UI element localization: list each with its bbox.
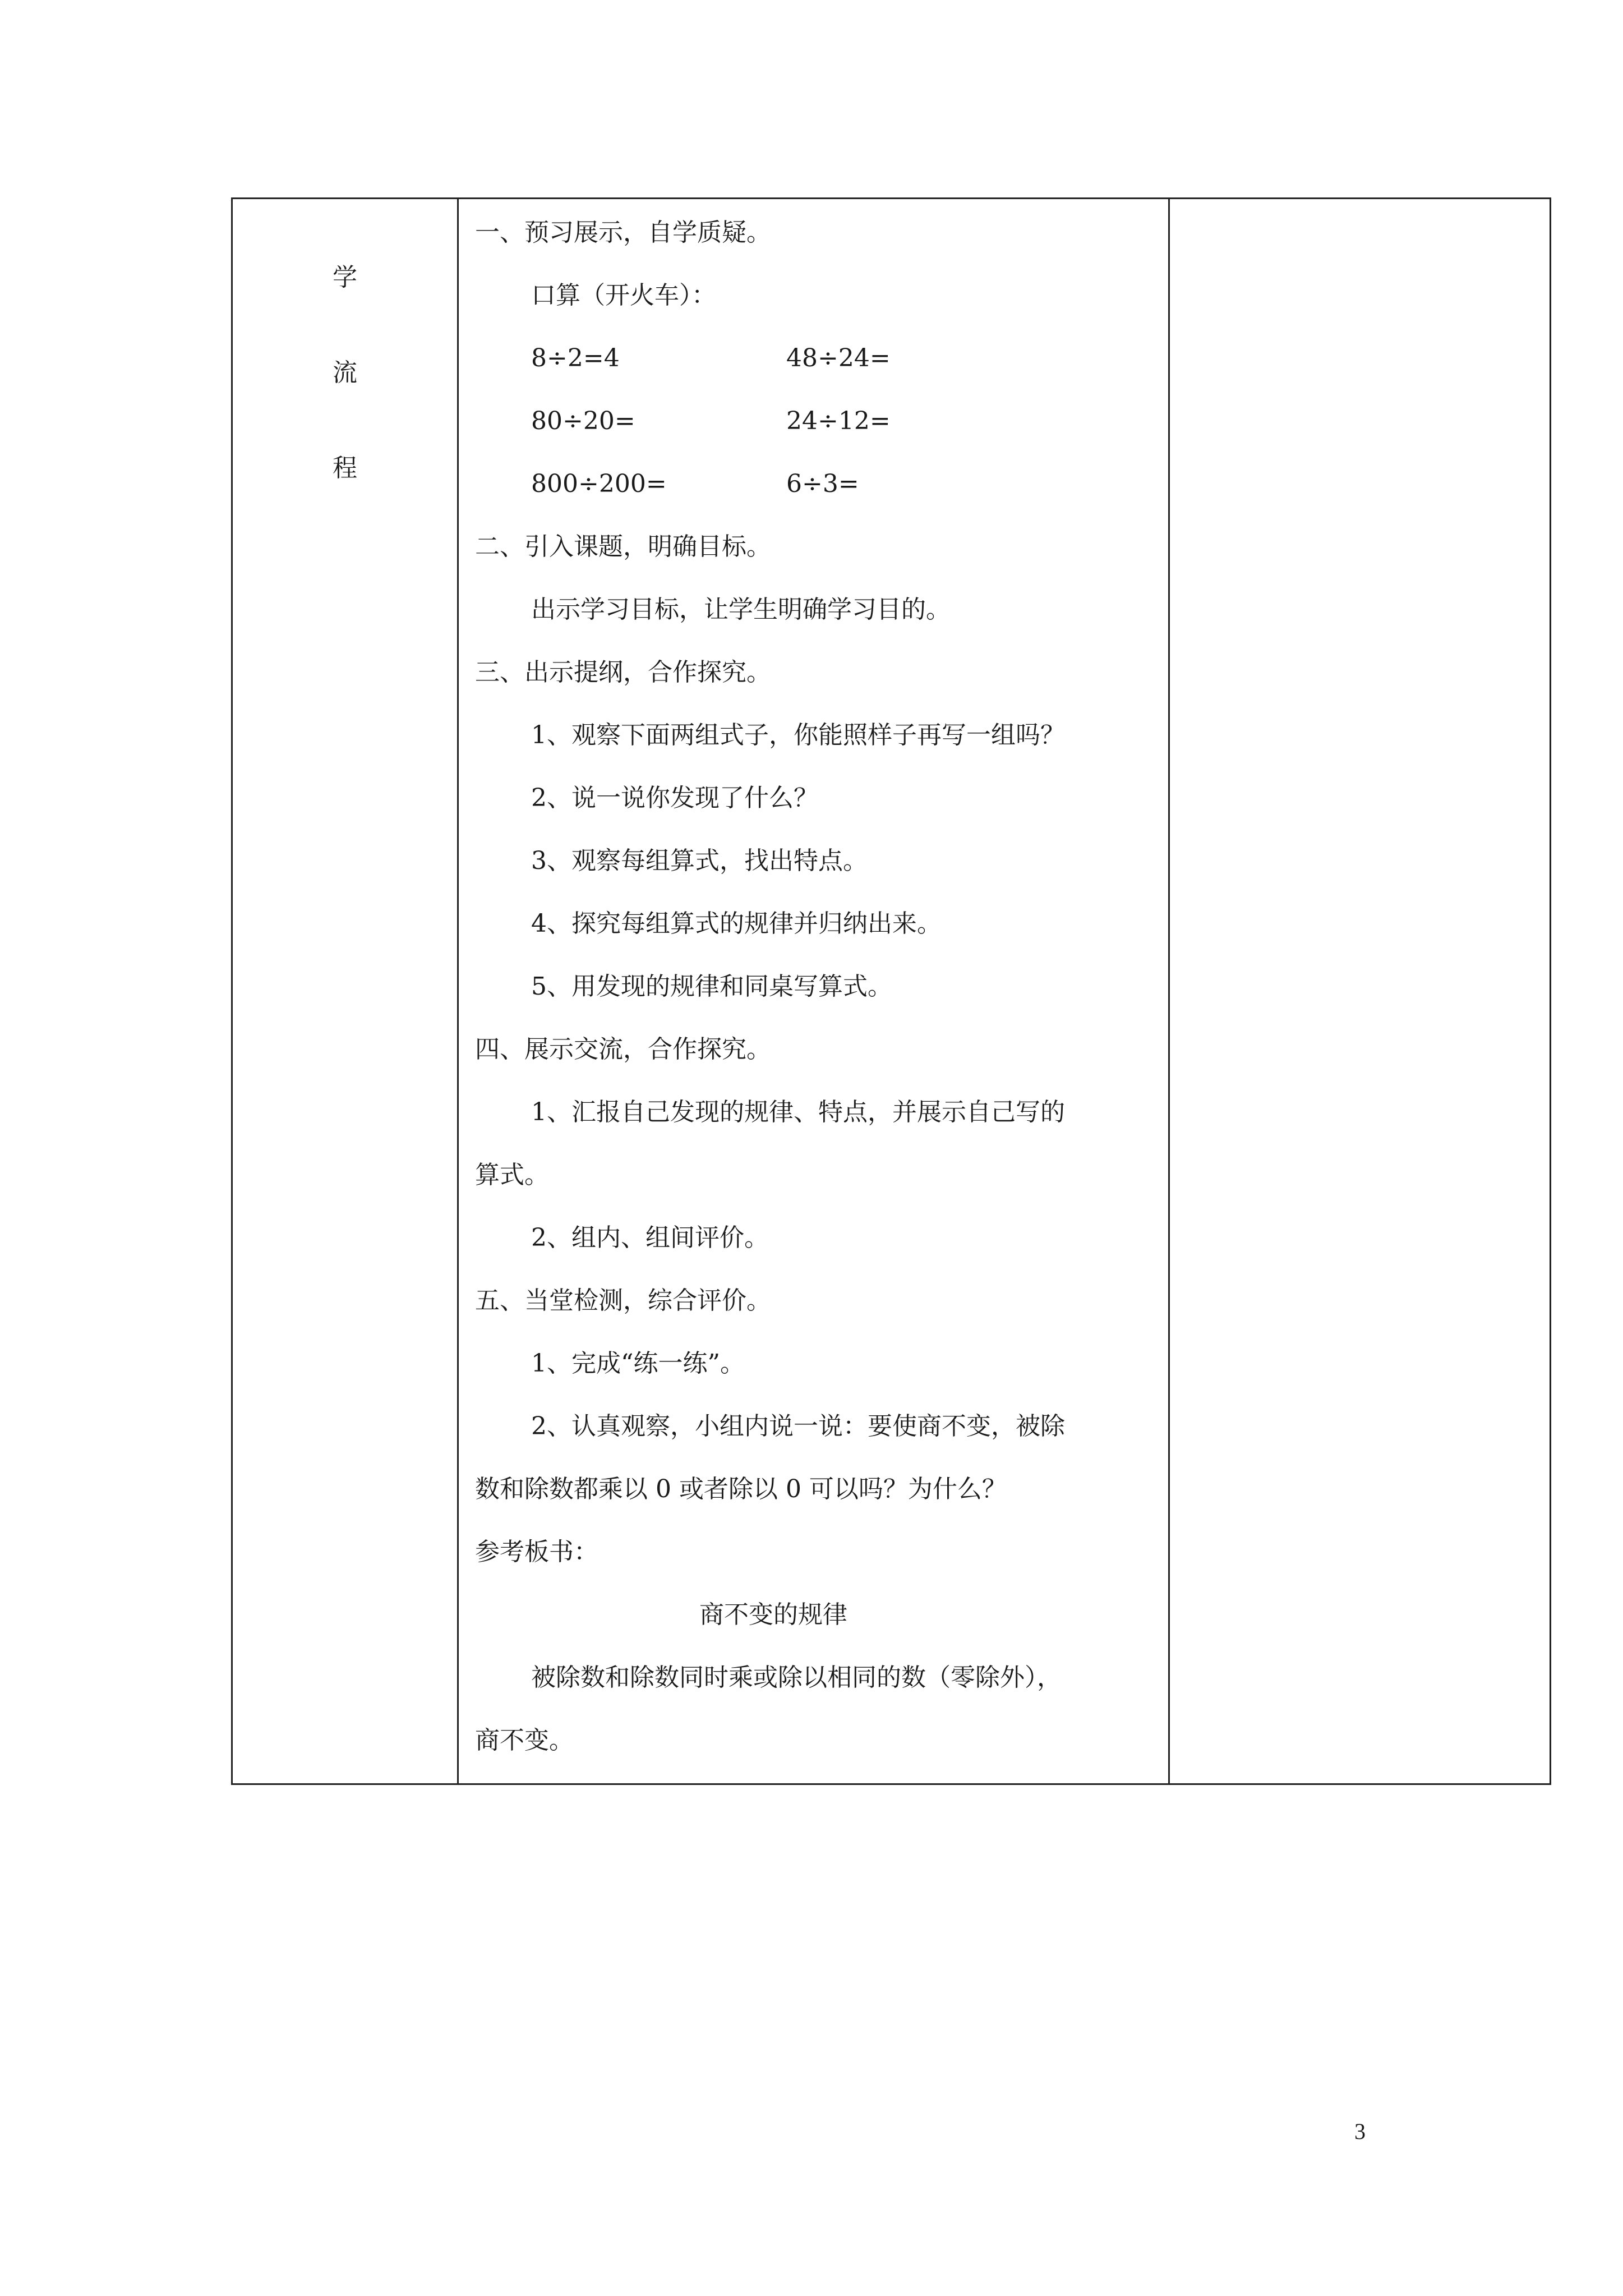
calc-item: 6÷3= bbox=[786, 470, 859, 498]
list-item: 1、完成“练一练”。 bbox=[531, 1349, 745, 1378]
paragraph: 出示学习目标，让学生明确学习目的。 bbox=[531, 595, 951, 624]
side-label-char: 流 bbox=[333, 358, 357, 387]
list-item: 2、组内、组间评价。 bbox=[531, 1223, 769, 1252]
list-item: 4、探究每组算式的规律并归纳出来。 bbox=[531, 909, 942, 938]
section-heading: 三、出示提纲，合作探究。 bbox=[475, 658, 771, 687]
page-number: 3 bbox=[1354, 2119, 1366, 2144]
calc-item: 24÷12= bbox=[786, 407, 891, 435]
section-heading: 一、预习展示，自学质疑。 bbox=[475, 218, 771, 247]
calc-item: 80÷20= bbox=[531, 407, 635, 435]
column-divider bbox=[457, 199, 459, 1783]
column-divider bbox=[1168, 199, 1170, 1783]
list-item-continued: 数和除数都乘以 0 或者除以 0 可以吗？为什么？ bbox=[475, 1475, 1007, 1503]
board-text-continued: 商不变。 bbox=[475, 1726, 574, 1755]
calc-item: 8÷2=4 bbox=[531, 344, 620, 372]
list-item: 1、观察下面两组式子，你能照样子再写一组吗？ bbox=[531, 721, 1065, 749]
list-item: 2、说一说你发现了什么？ bbox=[531, 784, 818, 812]
list-item: 5、用发现的规律和同桌写算式。 bbox=[531, 972, 892, 1001]
list-item: 2、认真观察，小组内说一说：要使商不变，被除 bbox=[531, 1412, 1065, 1441]
side-label-char: 学 bbox=[333, 263, 357, 292]
calc-item: 800÷200= bbox=[531, 470, 667, 498]
side-label-char: 程 bbox=[333, 454, 357, 482]
oral-calc-label: 口算（开火车）： bbox=[531, 281, 716, 310]
board-label: 参考板书： bbox=[475, 1538, 598, 1566]
list-item: 1、汇报自己发现的规律、特点，并展示自己写的 bbox=[531, 1098, 1065, 1126]
section-heading: 五、当堂检测，综合评价。 bbox=[475, 1286, 771, 1315]
list-item: 3、观察每组算式，找出特点。 bbox=[531, 846, 868, 875]
section-heading: 二、引入课题，明确目标。 bbox=[475, 532, 771, 561]
calc-item: 48÷24= bbox=[786, 344, 891, 372]
list-item-continued: 算式。 bbox=[475, 1161, 549, 1189]
board-title: 商不变的规律 bbox=[699, 1600, 847, 1629]
section-heading: 四、展示交流，合作探究。 bbox=[475, 1035, 771, 1064]
lesson-table bbox=[231, 197, 1551, 1785]
board-text: 被除数和除数同时乘或除以相同的数（零除外）， bbox=[531, 1663, 1062, 1692]
